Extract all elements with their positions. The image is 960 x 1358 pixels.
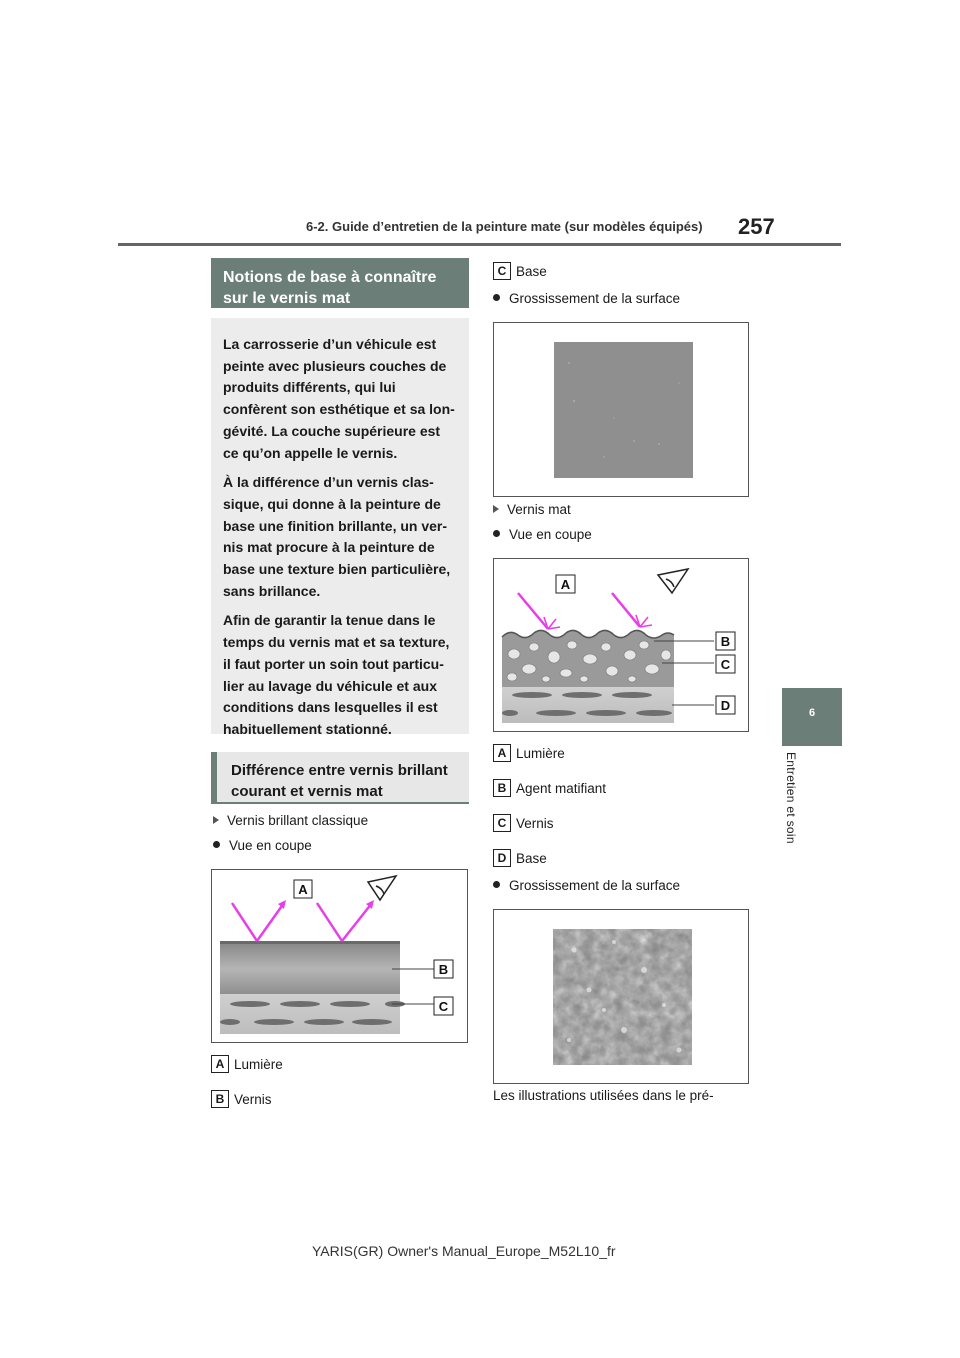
legend-item: D Base	[493, 849, 547, 867]
glossy-surface-figure	[493, 322, 749, 497]
intro-paragraph: Afin de garantir la tenue dans le temps du vernis mat et sa texture, il faut porter un soin tout particu-lier au lavage du véhicule et aux conditions dans lesquelles il est habituellement stationné.	[223, 612, 450, 737]
matte-view-item: Vue en coupe	[493, 527, 592, 542]
letter-badge: C	[493, 262, 511, 280]
chapter-label-text: Entretien et soin	[784, 752, 798, 844]
chapter-tab[interactable]: 6	[782, 688, 842, 746]
glossy-cross-section-figure	[211, 869, 468, 1043]
page-number: 257	[738, 214, 775, 239]
eye-icon	[658, 569, 688, 593]
letter-badge: C	[493, 814, 511, 832]
round-bullet-icon	[493, 294, 500, 301]
matte-figure-label: D	[720, 698, 731, 713]
footer-manual-id: YARIS(GR) Owner's Manual_Europe_M52L10_fr	[312, 1243, 616, 1259]
glossy-view-item: Vue en coupe	[213, 838, 312, 853]
glossy-type-item: Vernis brillant classique	[213, 813, 368, 828]
matte-figure-label: C	[720, 657, 731, 672]
body-text-trailing: Les illustrations utilisées dans le pré-	[493, 1088, 714, 1103]
glossy-figure-label: C	[438, 999, 449, 1014]
triangle-bullet-icon	[213, 816, 219, 824]
legend-item: A Lumière	[211, 1055, 283, 1073]
intro-paragraph: À la différence d’un vernis clas-sique, qui donne à la peinture de base une finition brillante, un ver-nis mat procure à la peinture de base une texture bien particulière, sans brillance.	[223, 474, 451, 599]
matte-type-item: Vernis mat	[493, 502, 571, 517]
round-bullet-icon	[493, 881, 500, 888]
matte-figure-label: B	[720, 634, 731, 649]
matte-cross-section-figure	[493, 558, 749, 732]
intro-box	[211, 318, 469, 737]
letter-badge: A	[211, 1055, 229, 1073]
header-rule	[118, 243, 841, 246]
triangle-bullet-icon	[493, 505, 499, 513]
letter-badge: A	[493, 744, 511, 762]
matte-figure-label: A	[560, 577, 571, 592]
letter-badge: B	[211, 1090, 229, 1108]
round-bullet-icon	[213, 841, 220, 848]
legend-item: C Base	[493, 262, 547, 280]
letter-badge: B	[493, 779, 511, 797]
matte-surface-figure	[493, 909, 749, 1084]
glossy-figure-label: A	[298, 882, 308, 897]
legend-item: C Vernis	[493, 814, 554, 832]
glossy-figure-label: B	[438, 962, 449, 977]
chapter-label	[776, 752, 816, 862]
matte-zoom-item: Grossissement de la surface	[493, 878, 680, 893]
glossy-zoom-item: Grossissement de la surface	[493, 291, 680, 306]
legend-item: A Lumière	[493, 744, 565, 762]
round-bullet-icon	[493, 530, 500, 537]
intro-paragraph: La carrosserie d’un véhicule est peinte avec plusieurs couches de produits différents, qui lui confèrent son esthétique et sa lon-gévité. La couche supérieure est ce qu’on appelle le vernis.	[223, 336, 455, 461]
eye-icon	[368, 876, 396, 900]
legend-item: B Vernis	[211, 1090, 272, 1108]
legend-item: B Agent matifiant	[493, 779, 606, 797]
letter-badge: D	[493, 849, 511, 867]
header-section-title: 6-2. Guide d’entretien de la peinture mate (sur modèles équipés)	[306, 219, 703, 234]
section-heading-basics: Notions de base à connaître sur le vernis mat	[211, 258, 469, 308]
section-heading-difference: Différence entre vernis brillant courant et vernis mat	[211, 752, 469, 804]
